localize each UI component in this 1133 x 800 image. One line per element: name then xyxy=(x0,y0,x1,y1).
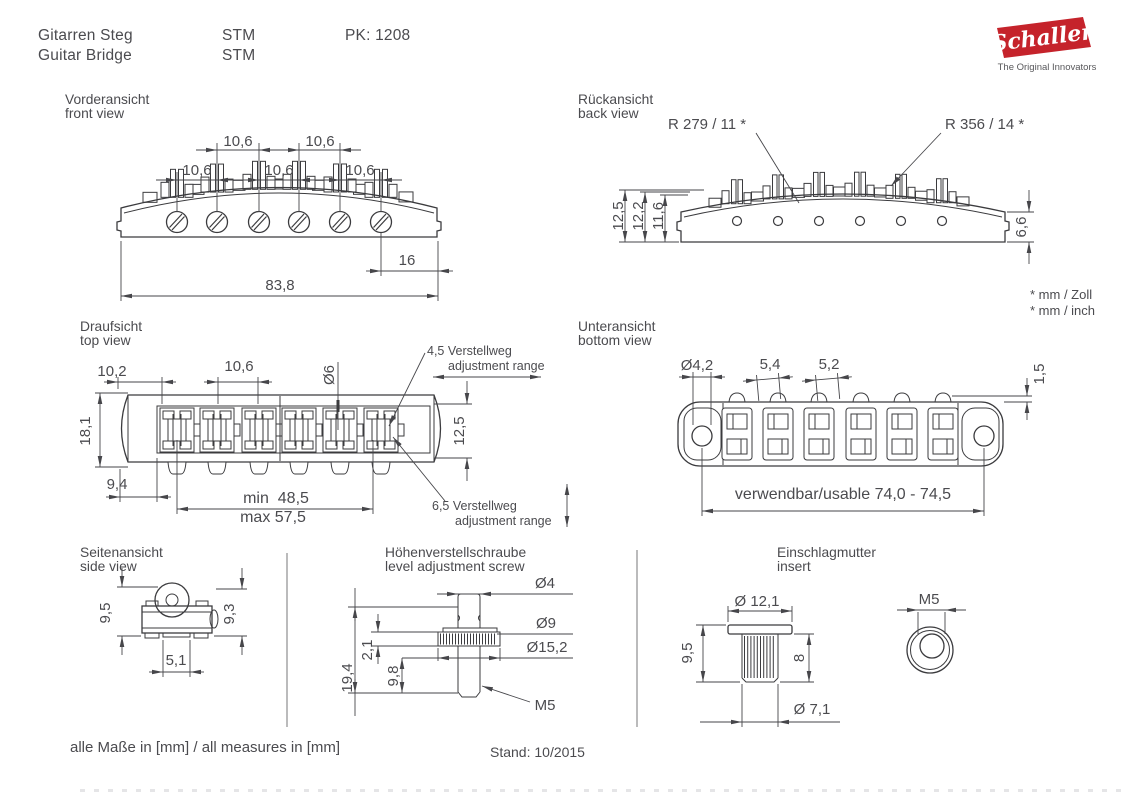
insert-part xyxy=(728,625,953,682)
top-dim-max: max 57,5 xyxy=(240,509,306,526)
back-dim-lines xyxy=(619,133,1034,264)
screw-view-label-en: level adjustment screw xyxy=(385,559,525,574)
screw-dim-wheel-thickness: 2,1 xyxy=(359,639,376,661)
back-view-label-de: Rückansicht xyxy=(578,92,654,107)
bottom-dim-d3: 1,5 xyxy=(1031,363,1048,385)
front-view-label-en: front view xyxy=(65,106,125,121)
bottom-lug-left xyxy=(684,408,721,460)
front-dim-pitch-3: 10,6 xyxy=(182,162,212,179)
logo-tagline: The Original Innovators xyxy=(997,62,1097,73)
top-dim-pitch: 10,6 xyxy=(224,358,254,375)
back-radius-large: R 356 / 14 * xyxy=(945,116,1025,133)
top-dim-offset: 10,2 xyxy=(97,363,127,380)
units-note-inch: * mm / inch xyxy=(1030,303,1096,318)
side-part xyxy=(142,583,218,638)
back-view xyxy=(578,92,1034,264)
top-dim-saddle-len: 12,5 xyxy=(451,416,468,446)
pk-number: PK: 1208 xyxy=(345,27,411,44)
back-saddles xyxy=(709,172,969,207)
top-dim-min: min 48,5 xyxy=(243,490,309,507)
insert-view xyxy=(679,545,966,727)
screw-dim-wheel: Ø15,2 xyxy=(526,639,568,656)
top-adj1-value: 4,5 Verstellweg xyxy=(427,344,512,358)
back-dim-h2: 12,2 xyxy=(630,201,647,231)
screw-dim-top: Ø4 xyxy=(534,575,556,592)
model-code: STM xyxy=(222,27,256,44)
side-dim-right: 9,3 xyxy=(221,603,238,625)
bottom-view xyxy=(578,319,1048,516)
bottom-dim-usable: verwendbar/usable 74,0 - 74,5 xyxy=(734,486,952,503)
side-dim-width: 5,1 xyxy=(165,652,187,669)
top-view xyxy=(77,319,567,528)
logo-wordmark: Schaller xyxy=(990,18,1095,58)
top-adj2-label: adjustment range xyxy=(455,514,552,528)
front-dim-pitch-1: 10,6 xyxy=(223,133,253,150)
model-code-2: STM xyxy=(222,47,256,64)
top-dim-string: Ø6 xyxy=(321,364,338,386)
front-dim-pitch-2: 10,6 xyxy=(305,133,335,150)
back-dim-h1: 12,5 xyxy=(610,201,627,231)
front-dim-end: 16 xyxy=(398,252,416,269)
screw-knurling xyxy=(441,634,495,645)
insert-view-label-en: insert xyxy=(777,559,811,574)
side-view-label-en: side view xyxy=(80,559,137,574)
bottom-hole-right xyxy=(974,426,994,446)
insert-top-bore xyxy=(920,634,944,658)
bottom-dim-d2: 5,2 xyxy=(818,356,840,373)
bottom-hole-left xyxy=(692,426,712,446)
screw-view xyxy=(339,545,573,716)
screw-thread-label: M5 xyxy=(534,697,556,714)
bottom-lug-separators xyxy=(723,403,958,465)
product-name-de: Gitarren Steg xyxy=(38,27,133,44)
insert-knurling xyxy=(745,636,774,678)
back-radius-small: R 279 / 11 * xyxy=(668,116,747,133)
title-block xyxy=(38,27,410,64)
bottom-view-label-en: bottom view xyxy=(578,333,652,348)
back-dim-h3: 11,6 xyxy=(650,201,667,231)
screw-dim-thread-length: 9,8 xyxy=(385,665,402,687)
side-dim-left: 9,5 xyxy=(97,602,114,624)
side-view xyxy=(80,545,247,677)
revision-date: Stand: 10/2015 xyxy=(490,744,585,760)
bottom-saddle-blocks xyxy=(722,408,958,460)
insert-dim-flange: Ø 12,1 xyxy=(734,593,780,610)
screw-dim-length: 19,4 xyxy=(339,663,356,693)
top-dim-width: 18,1 xyxy=(77,416,94,446)
top-view-label-de: Draufsicht xyxy=(80,319,143,334)
units-note-zoll: * mm / Zoll xyxy=(1030,287,1093,302)
product-name-en: Guitar Bridge xyxy=(38,47,132,64)
insert-thread-label: M5 xyxy=(918,591,940,608)
side-view-label-de: Seitenansicht xyxy=(80,545,163,560)
front-view xyxy=(65,92,453,301)
screw-dim-mid: Ø9 xyxy=(535,615,557,632)
insert-dim-lines xyxy=(696,606,966,727)
insert-dim-body-height: 8 xyxy=(791,653,808,663)
front-dim-pitch-5: 10,6 xyxy=(345,162,375,179)
insert-view-label-de: Einschlagmutter xyxy=(777,545,876,560)
top-saddles xyxy=(160,408,404,452)
bottom-dim-hole: Ø4,2 xyxy=(680,357,714,374)
screw-part xyxy=(438,594,500,697)
insert-dim-height: 9,5 xyxy=(679,642,696,664)
scan-artifact-line xyxy=(80,789,1125,792)
measures-note: alle Maße in [mm] / all measures in [mm] xyxy=(70,739,341,756)
units-note xyxy=(1030,287,1095,318)
schaller-logo xyxy=(990,17,1097,73)
back-view-label-en: back view xyxy=(578,106,639,121)
front-dim-total: 83,8 xyxy=(265,277,295,294)
back-dim-end-h: 6,6 xyxy=(1013,216,1030,238)
front-screws xyxy=(167,212,392,233)
insert-dim-body: Ø 7,1 xyxy=(793,701,831,718)
top-screw-tips xyxy=(168,462,390,474)
top-adj2-value: 6,5 Verstellweg xyxy=(432,499,517,513)
top-view-label-en: top view xyxy=(80,333,131,348)
bottom-dim-d1: 5,4 xyxy=(759,356,781,373)
front-dim-pitch-4: 10,6 xyxy=(264,162,294,179)
screw-view-label-de: Höhenverstellschraube xyxy=(385,545,527,560)
front-view-label-de: Vorderansicht xyxy=(65,92,150,107)
top-adj1-label: adjustment range xyxy=(448,359,545,373)
back-holes xyxy=(733,217,947,226)
bottom-view-label-de: Unteransicht xyxy=(578,319,656,334)
top-dim-side-offset: 9,4 xyxy=(106,476,128,493)
